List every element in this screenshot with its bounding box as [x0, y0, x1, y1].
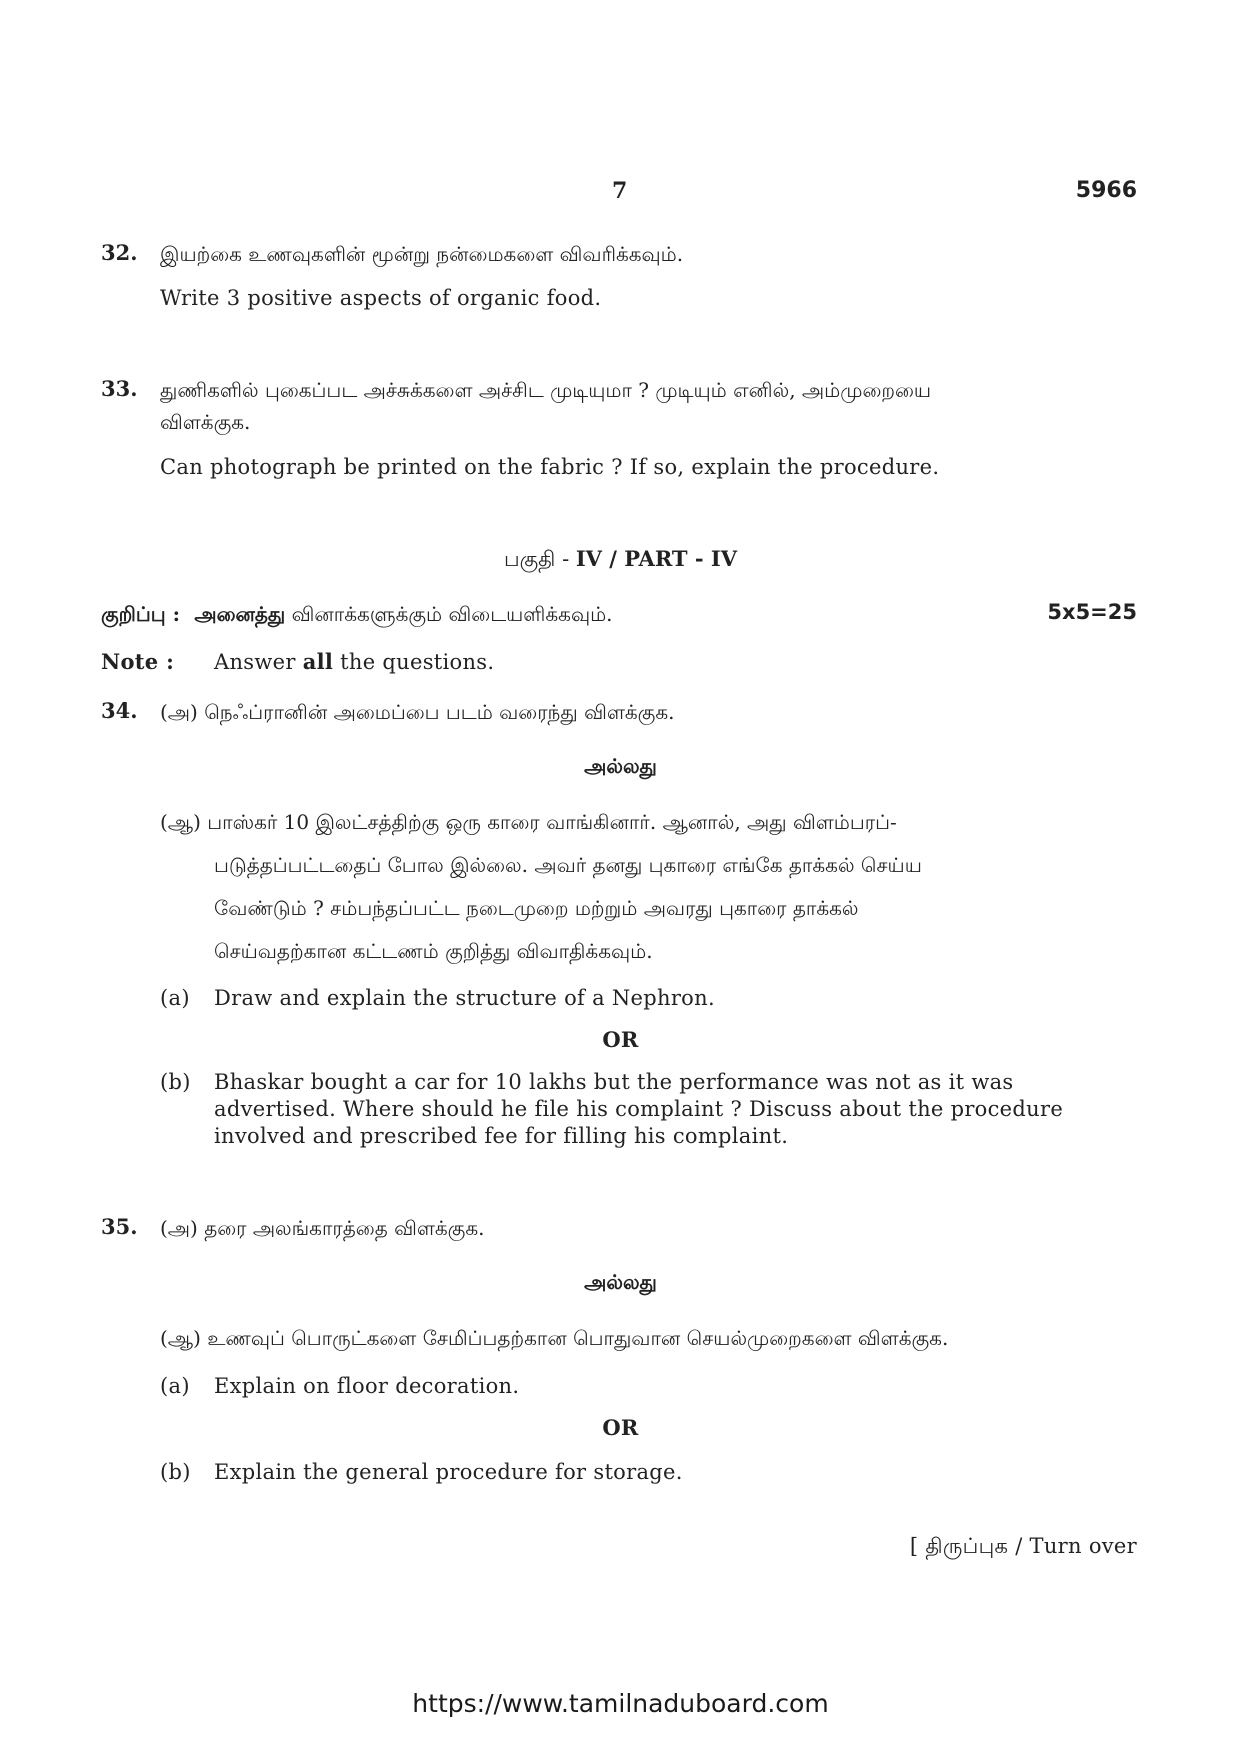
note-english-all: all — [302, 649, 334, 674]
option-b-tamil: (ஆ) உணவுப் பொருட்களை சேமிப்பதற்கான பொதுவான செயல்முறைகளை விளக்குக. — [160, 1326, 949, 1350]
or-english: OR — [602, 1415, 639, 1440]
option-b-tamil: (ஆ) பாஸ்கர் 10 இலட்சத்திற்கு ஒரு காரை வாங்கினார். ஆனால், அது விளம்பரப்- — [160, 810, 897, 834]
part-heading-english: / PART - IV — [601, 546, 737, 571]
note-label-tamil: குறிப்பு : — [101, 602, 180, 626]
option-a-tamil: (அ) தரை அலங்காரத்தை விளக்குக. — [160, 1216, 485, 1240]
question-number: 35. — [101, 1214, 138, 1239]
option-b-english: Bhaskar bought a car for 10 lakhs but the performance was not as it was — [214, 1070, 1014, 1094]
note-tamil-rest: வினாக்களுக்கும் விடையளிக்கவும். — [285, 602, 613, 626]
question-text-english: Can photograph be printed on the fabric ? If so, explain the procedure. — [160, 455, 940, 479]
option-b-tamil: படுத்தப்பட்டதைப் போல இல்லை. அவர் தனது புகாரை எங்கே தாக்கல் செய்ய — [214, 853, 922, 877]
option-b-english: involved and prescribed fee for filling his complaint. — [214, 1124, 789, 1148]
marks: 5x5=25 — [1047, 600, 1137, 624]
note-english — [214, 648, 494, 676]
part-heading-tamil-number: IV — [575, 546, 602, 571]
option-a-english: Draw and explain the structure of a Nephron. — [214, 986, 715, 1010]
option-label: (b) — [160, 1070, 191, 1094]
option-label: (a) — [160, 1374, 190, 1398]
question-text-tamil: விளக்குக. — [160, 410, 251, 434]
or-tamil: அல்லது — [584, 754, 657, 778]
note-tamil-all: அனைத்து — [194, 602, 286, 626]
question-text-tamil: இயற்கை உணவுகளின் மூன்று நன்மைகளை விவரிக்கவும். — [160, 242, 684, 266]
paper-code: 5966 — [1075, 178, 1137, 203]
option-b-tamil: வேண்டும் ? சம்பந்தப்பட்ட நடைமுறை மற்றும் அவரது புகாரை தாக்கல் — [214, 896, 859, 920]
or-tamil: அல்லது — [584, 1270, 657, 1294]
option-b-english: Explain the general procedure for storage. — [214, 1460, 683, 1484]
part-heading-tamil: பகுதி - — [504, 547, 576, 571]
turn-over: [ திருப்புக / Turn over — [909, 1534, 1137, 1558]
note-label-english: Note : — [101, 649, 175, 674]
option-a-tamil: (அ) நெஃப்ரானின் அமைப்பை படம் வரைந்து விளக்குக. — [160, 700, 675, 724]
option-b-tamil: செய்வதற்கான கட்டணம் குறித்து விவாதிக்கவும். — [214, 939, 653, 963]
question-text-tamil: துணிகளில் புகைப்பட அச்சுக்களை அச்சிட முடியுமா ? முடியும் எனில், அம்முறையை — [160, 378, 932, 402]
question-number: 32. — [101, 240, 138, 265]
note-english-pre: Answer — [214, 650, 303, 674]
question-number: 34. — [101, 698, 138, 723]
option-a-english: Explain on floor decoration. — [214, 1374, 520, 1398]
or-english: OR — [602, 1027, 639, 1052]
question-text-english: Write 3 positive aspects of organic food. — [160, 286, 602, 310]
option-b-english: advertised. Where should he file his complaint ? Discuss about the procedure — [214, 1097, 1064, 1121]
option-label: (b) — [160, 1460, 191, 1484]
note-tamil — [101, 600, 613, 628]
page-number: 7 — [612, 178, 628, 204]
part-heading — [0, 546, 1241, 574]
source-url[interactable]: https://www.tamilnaduboard.com — [412, 1689, 829, 1718]
option-label: (a) — [160, 986, 190, 1010]
note-english-post: the questions. — [333, 650, 495, 674]
question-number: 33. — [101, 376, 138, 401]
